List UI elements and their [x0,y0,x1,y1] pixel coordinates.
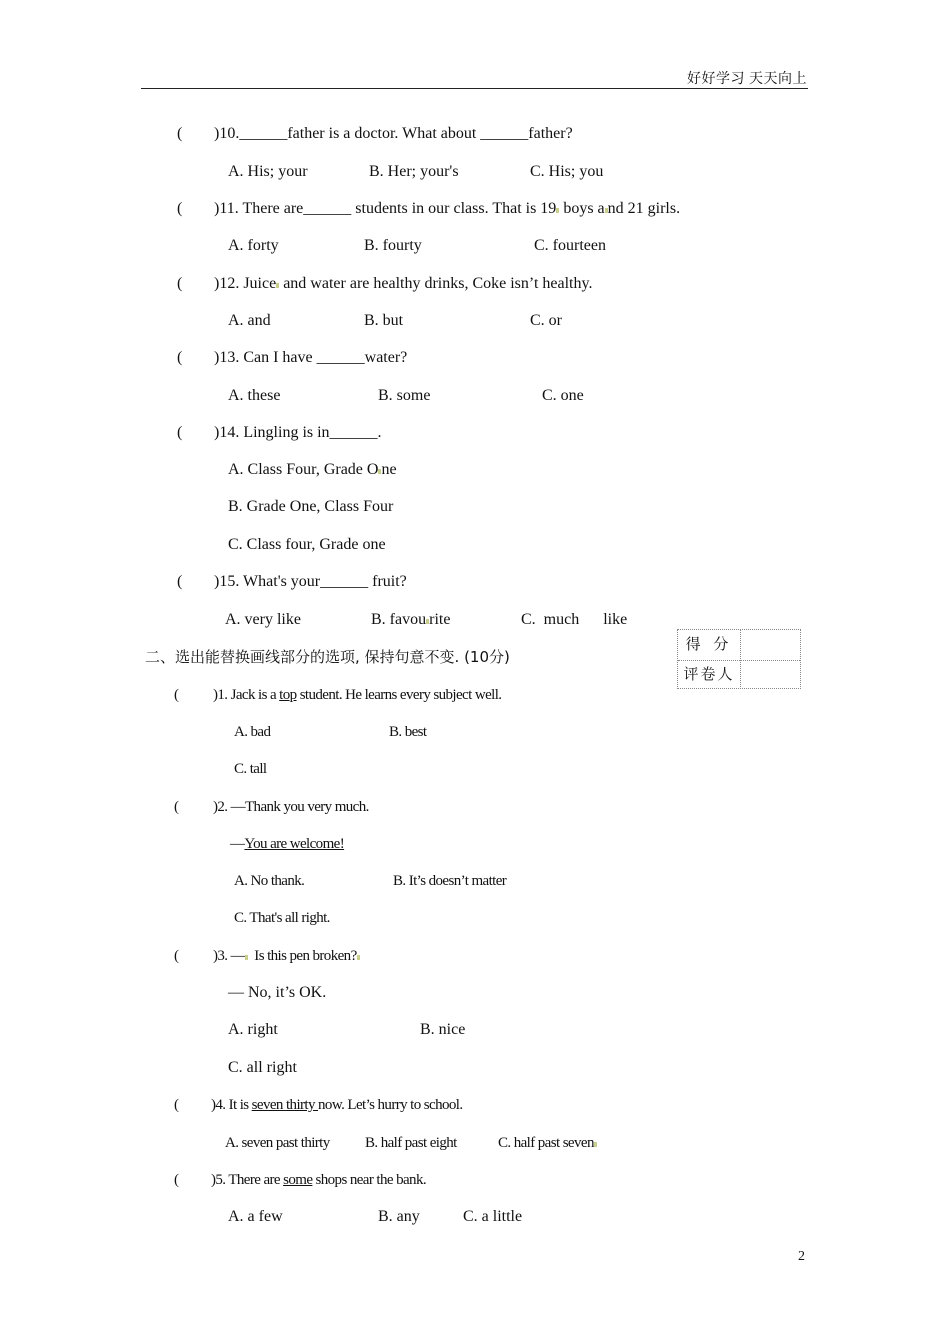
page-number: 2 [798,1249,805,1264]
s3-option-a: A. right [228,1021,278,1038]
s4-stem-post: now. Let’s hurry to school. [318,1097,463,1113]
grader-label: 评卷人 [678,660,741,689]
s3-stem-question: Is this pen broken? [248,948,357,964]
s3-option-b: B. nice [420,1021,466,1038]
s4-stem [211,1095,463,1115]
q13-paren: ( [177,349,183,366]
q14-option-a [228,460,397,480]
s2-stem: )2. —Thank you very much. [213,799,369,815]
s3-option-c: C. all right [228,1059,297,1076]
q11-stem-part2: boys a [559,200,605,217]
q15-option-b-part1: B. favou [371,611,427,628]
s2-option-a: A. No thank. [234,873,305,889]
q14-option-c: C. Class four, Grade one [228,536,386,553]
q12-option-b: B. but [364,312,404,329]
q14-paren: ( [177,424,183,441]
q11-stem-part3: nd 21 girls. [607,200,681,217]
section2-title: 二、选出能替换画线部分的选项, 保持句意不变. (10分) [145,648,510,666]
s4-option-c-text: C. half past seven [498,1135,594,1151]
s5-underlined-word: some [283,1172,313,1188]
q12-stem-part2: and water are healthy drinks, Coke isn’t healthy. [279,275,593,292]
q15-option-b-part2: rite [429,611,451,628]
s2-option-b: B. It’s doesn’t matter [393,873,507,889]
s5-option-c: C. a little [463,1208,523,1225]
q15-option-b [371,610,450,630]
s5-stem [211,1170,426,1190]
grader-row [678,660,800,690]
s2-option-c: C. That's all right. [234,910,330,926]
q14-option-a-part1: A. Class Four, Grade O [228,461,379,478]
q12-stem [214,274,592,294]
q13-option-a: A. these [228,387,281,404]
header-motto: 好好学习 天天向上 [687,72,807,87]
s5-stem-pre: )5. There are [211,1172,284,1188]
q10-option-a: A. His; your [228,163,308,180]
s2-reply-dash: — [230,836,245,852]
s1-stem [213,685,501,705]
s1-paren: ( [174,687,179,703]
s1-option-c: C. tall [234,761,267,777]
q10-stem: )10.______father is a doctor. What about ______father? [214,125,573,142]
s1-stem-post: student. He learns every subject well. [296,687,502,703]
q10-option-c: C. His; you [530,163,604,180]
edit-mark [594,1142,597,1147]
s1-underlined-word: top [279,687,297,703]
s1-option-b: B. best [389,724,427,740]
s5-option-b: B. any [378,1208,420,1225]
s4-option-c [498,1133,597,1153]
q15-option-c: C. much like [521,611,628,628]
s5-stem-post: shops near the bank. [312,1172,426,1188]
q14-stem: )14. Lingling is in______. [214,424,382,441]
q14-option-a-part2: ne [381,461,397,478]
s3-reply: — No, it’s OK. [228,984,327,1001]
s4-option-b: B. half past eight [365,1135,457,1151]
s4-paren: ( [174,1097,179,1113]
s1-stem-pre: )1. Jack is a [213,687,280,703]
q11-stem [214,199,680,219]
s3-stem [213,946,360,966]
q11-stem-part1: )11. There are______ students in our class. That is 19 [214,200,557,217]
q10-paren: ( [177,125,183,142]
q11-option-c: C. fourteen [534,237,606,254]
q11-option-a: A. forty [228,237,279,254]
s4-underlined-phrase: seven thirty [251,1097,319,1113]
q12-stem-part1: )12. Juice [214,275,277,292]
s2-paren: ( [174,799,179,815]
q14-option-b: B. Grade One, Class Four [228,498,394,515]
s3-paren: ( [174,948,179,964]
edit-mark [357,955,360,960]
s2-underlined-phrase: You are welcome! [244,836,345,852]
s1-option-a: A. bad [234,724,271,740]
q11-option-b: B. fourty [364,237,422,254]
score-box [677,629,801,689]
q13-option-c: C. one [542,387,584,404]
q11-paren: ( [177,200,183,217]
s5-option-a: A. a few [228,1208,283,1225]
s4-option-a: A. seven past thirty [225,1135,330,1151]
score-label: 得 分 [678,630,741,659]
q13-stem: )13. Can I have ______water? [214,349,408,366]
q12-option-a: A. and [228,312,271,329]
score-row [678,630,800,661]
q15-paren: ( [177,573,183,590]
s5-paren: ( [174,1172,179,1188]
q15-stem: )15. What's your______ fruit? [214,573,407,590]
s3-stem-pre: )3. — [213,948,245,964]
q12-paren: ( [177,275,183,292]
header-divider [141,88,808,89]
s4-stem-pre: )4. It is [211,1097,252,1113]
q10-option-b: B. Her; your's [369,163,459,180]
q13-option-b: B. some [378,387,431,404]
q12-option-c: C. or [530,312,562,329]
q15-option-a: A. very like [225,611,301,628]
s2-reply [230,834,344,854]
